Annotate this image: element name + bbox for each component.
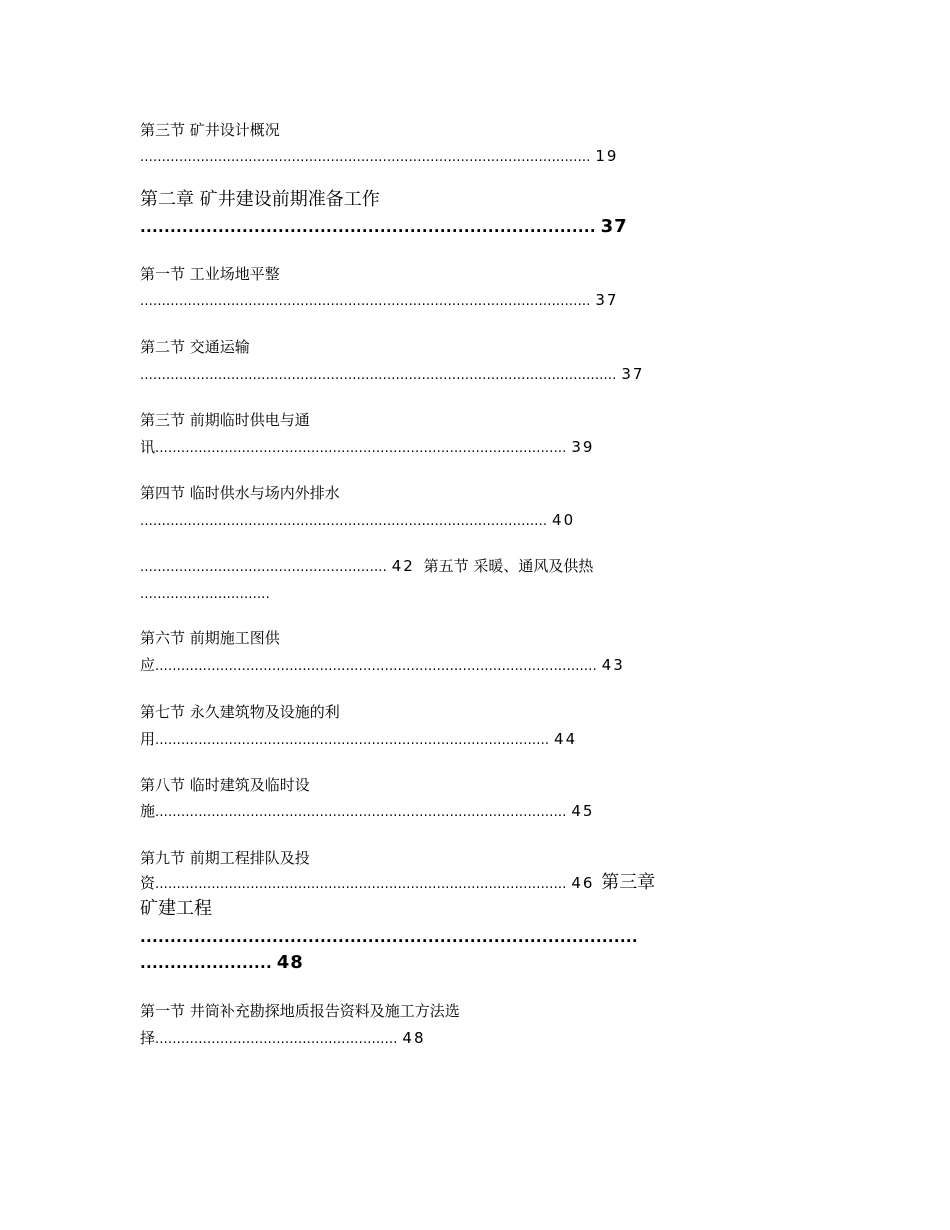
toc-entry-leader-row [140, 437, 594, 459]
toc-entry-leader-row [140, 583, 270, 605]
toc-dot-leader: ........................................................................................................ [140, 294, 591, 309]
toc-page-number: 48 [276, 952, 304, 973]
toc-page-number: 37 [621, 365, 645, 383]
toc-entry-title: 第五节 采暖、通风及供热 [423, 557, 594, 575]
toc-page-number: 44 [554, 730, 578, 748]
toc-chapter-leader-row [140, 217, 628, 237]
toc-chapter-title-tail: 矿建工程 [140, 898, 212, 919]
toc-dot-leader: ............................................................................ [140, 218, 596, 236]
toc-entry-title: 第一节 工业场地平整 [140, 265, 280, 283]
toc-page-number: 40 [552, 511, 576, 529]
toc-dot-leader: ........................................................................................................ [140, 150, 591, 165]
toc-dot-leader: ......................................................... [140, 560, 387, 575]
toc-page-number: 19 [595, 147, 619, 165]
toc-dot-leader: ............................................................................................... [155, 877, 567, 892]
toc-entry-title: 第一节 井筒补充勘探地质报告资料及施工方法选 [140, 1002, 460, 1020]
toc-entry-title-tail: 用 [140, 730, 156, 748]
toc-entry-leader-row [140, 510, 575, 532]
toc-page-number: 46 [571, 874, 595, 892]
toc-entry-title-tail: 资 [140, 874, 156, 892]
toc-entry-leader-row [140, 290, 618, 312]
toc-dot-leader: ...................... [140, 954, 272, 972]
toc-entry-title: 第九节 前期工程排队及投 [140, 849, 310, 867]
toc-dot-leader: ........................................................ [155, 1032, 398, 1047]
toc-entry-leader-row [140, 364, 644, 386]
toc-entry-title: 第二节 交通运输 [140, 338, 250, 356]
toc-entry-title-tail: 施 [140, 802, 156, 820]
toc-entry-leader-row [140, 146, 618, 168]
toc-dot-leader: .............................. [140, 587, 270, 602]
toc-entry-leader-row [140, 556, 593, 578]
toc-entry-title: 第六节 前期施工图供 [140, 629, 280, 647]
toc-entry-title-tail: 择 [140, 1029, 156, 1047]
toc-dot-leader: ........................................................................................... [155, 733, 550, 748]
toc-entry-title: 第四节 临时供水与场内外排水 [140, 484, 340, 502]
toc-entry-title: 第三节 前期临时供电与通 [140, 411, 310, 429]
toc-entry-leader-row [140, 873, 655, 895]
toc-page-number: 42 [391, 557, 415, 575]
toc-entry-title: 第七节 永久建筑物及设施的利 [140, 703, 340, 721]
toc-page-number: 43 [601, 656, 625, 674]
toc-entry-leader-row [140, 729, 577, 751]
toc-page-number: 37 [595, 291, 619, 309]
toc-dot-leader: ................................................................................... [140, 928, 638, 946]
toc-entry-title-tail: 应 [140, 656, 156, 674]
toc-dot-leader: ...................................................................................................... [155, 659, 597, 674]
toc-page-number: 39 [571, 438, 595, 456]
toc-chapter-leader-row [140, 953, 304, 973]
toc-page-number: 45 [571, 802, 595, 820]
toc-entry-leader-row [140, 1028, 426, 1050]
toc-entry-leader-row [140, 801, 594, 823]
toc-page-number: 37 [600, 216, 628, 237]
toc-entry-title-tail: 讯 [140, 438, 156, 456]
toc-entry-title: 第三节 矿井设计概况 [140, 121, 280, 139]
toc-chapter-title: 第二章 矿井建设前期准备工作 [140, 189, 380, 210]
toc-page-number: 48 [402, 1029, 426, 1047]
toc-dot-leader: .............................................................................................................. [140, 368, 617, 383]
toc-chapter-leader-row [140, 927, 638, 947]
toc-dot-leader: .............................................................................................. [140, 514, 548, 529]
toc-entry-leader-row [140, 655, 625, 677]
toc-dot-leader: ............................................................................................... [155, 805, 567, 820]
toc-dot-leader: ............................................................................................... [155, 441, 567, 456]
toc-entry-title: 第八节 临时建筑及临时设 [140, 776, 310, 794]
toc-chapter-title: 第三章 [601, 872, 656, 893]
